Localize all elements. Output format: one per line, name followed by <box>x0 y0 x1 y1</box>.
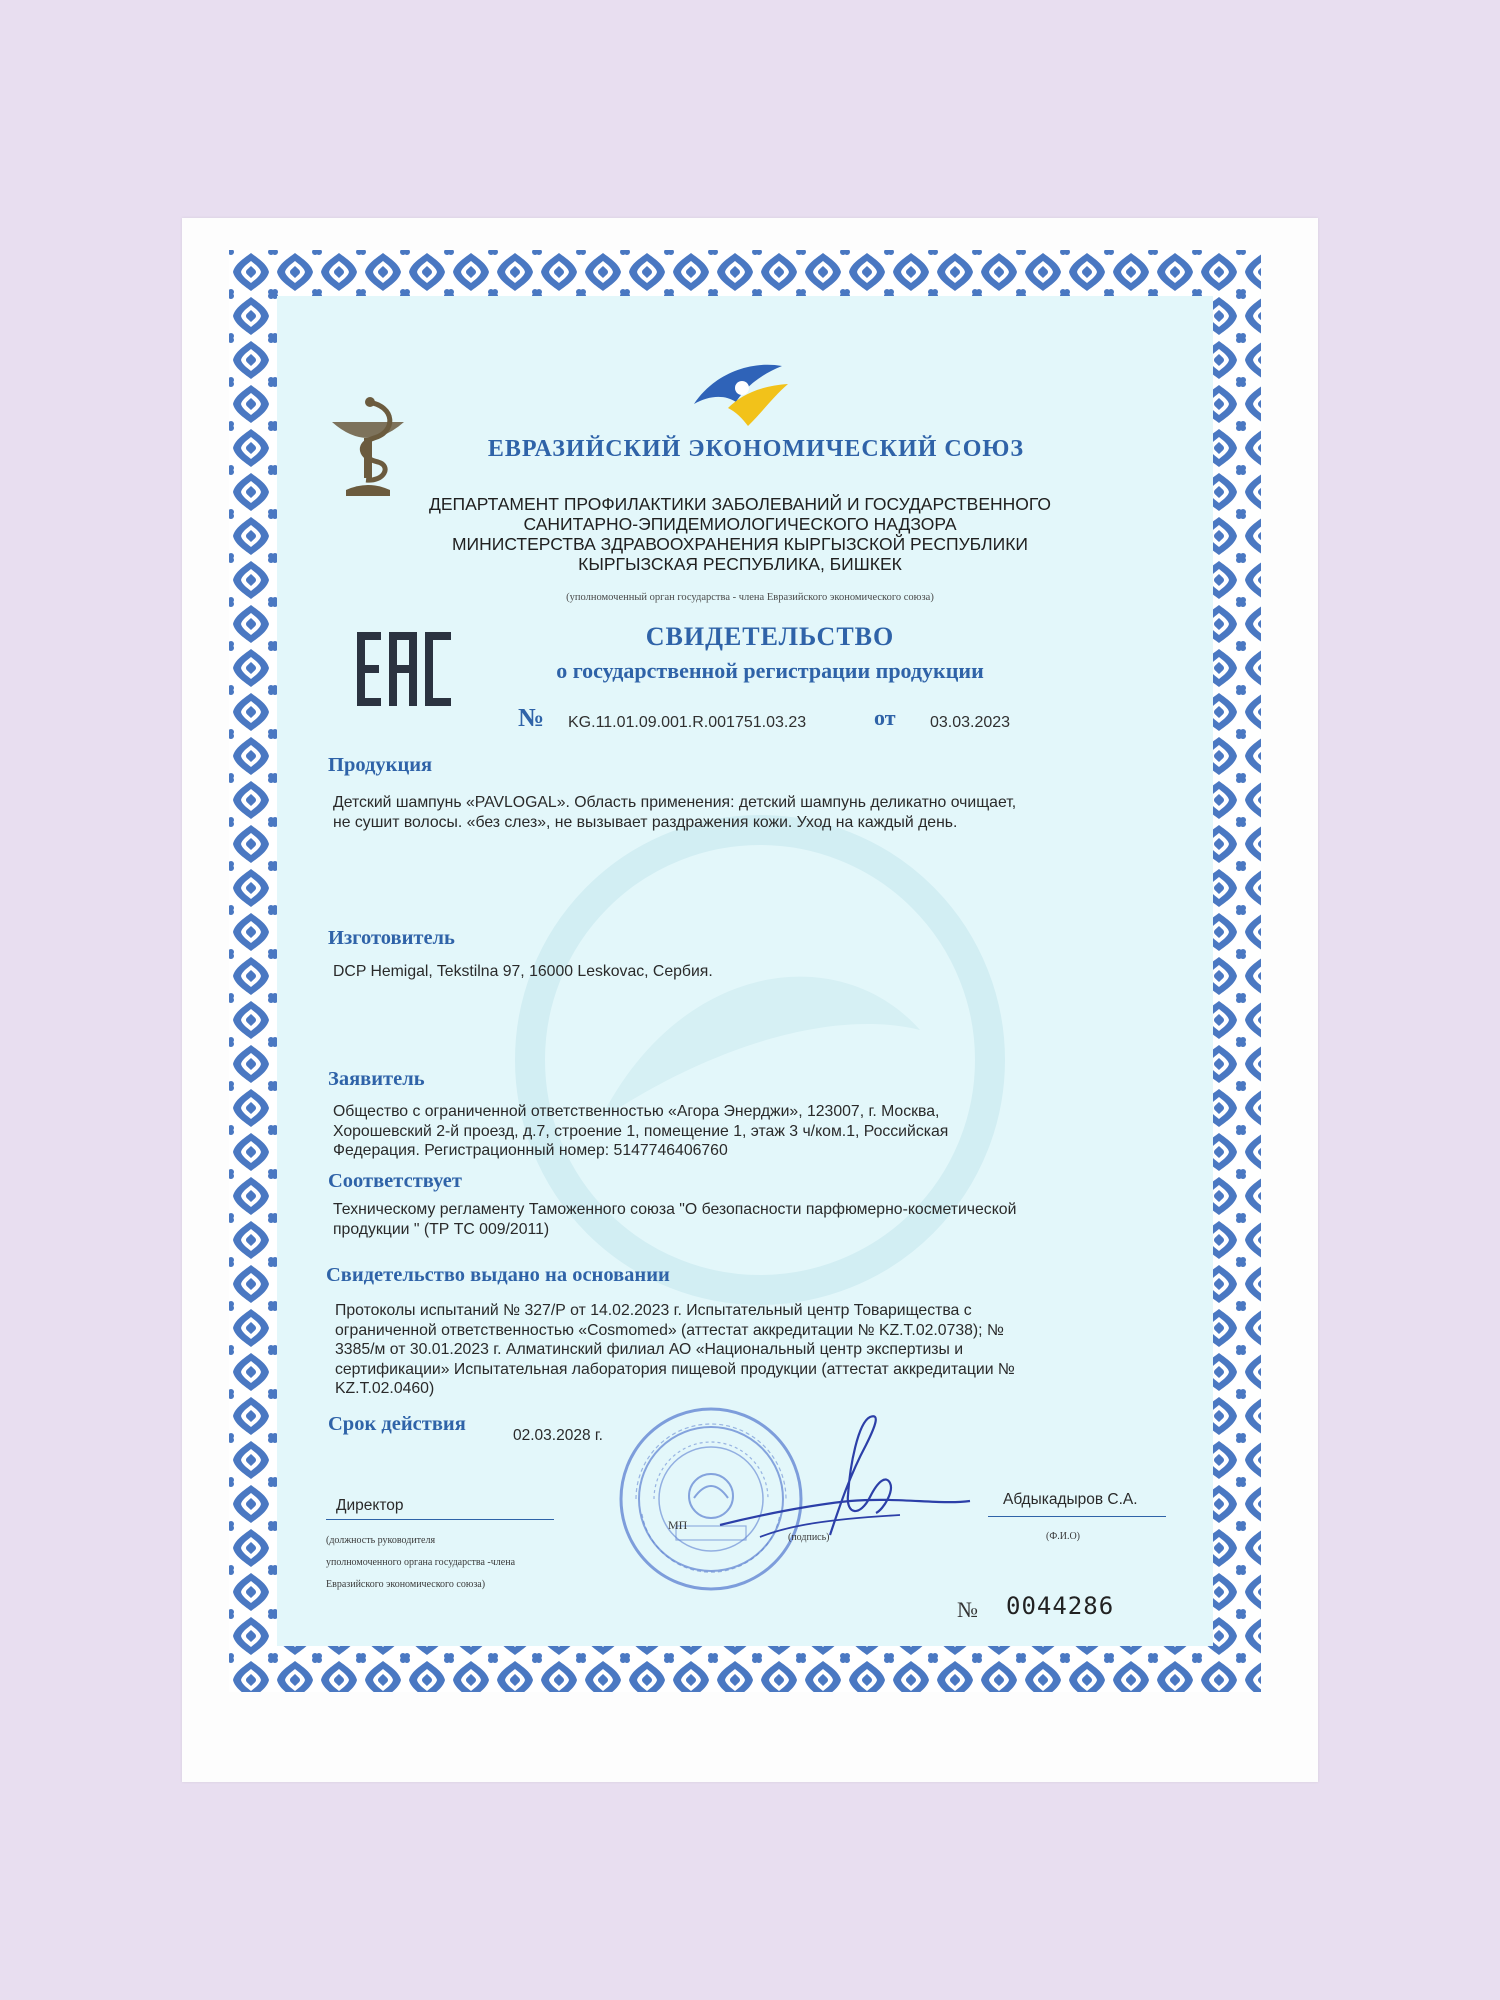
serial-number-sign: № <box>957 1597 978 1622</box>
department-line-1: ДЕПАРТАМЕНТ ПРОФИЛАКТИКИ ЗАБОЛЕВАНИЙ И ГОСУДАРСТВЕННОГО <box>428 494 1052 514</box>
applicant-text <box>333 1102 1153 1161</box>
validity-date: 02.03.2028 г. <box>513 1427 603 1444</box>
basis-line-2: ограниченной ответственностью «Cosmomed» (аттестат аккредитации № KZ.T.02.0738); № <box>335 1321 1004 1339</box>
manufacturer-text <box>333 962 1153 982</box>
product-heading: Продукция <box>328 754 433 776</box>
handwritten-signature <box>700 1405 980 1555</box>
name-note: (Ф.И.О) <box>1046 1531 1081 1542</box>
department-line-3: МИНИСТЕРСТВА ЗДРАВООХРАНЕНИЯ КЫРГЫЗСКОЙ РЕСПУБЛИКИ <box>451 534 1029 554</box>
authority-note: (уполномоченный орган государства - члена Евразийского экономического союза) <box>566 592 934 603</box>
applicant-line-2: Хорошевский 2-й проезд, д.7, строение 1, помещение 1, этаж 3 ч/ком.1, Российская <box>333 1122 949 1140</box>
manufacturer-heading: Изготовитель <box>328 927 455 949</box>
basis-heading: Свидетельство выдано на основании <box>326 1264 670 1286</box>
applicant-line-3: Федерация. Регистрационный номер: 5147746406760 <box>333 1142 728 1159</box>
eac-mark-logo <box>355 630 455 710</box>
basis-text <box>335 1301 1155 1399</box>
conforms-line-1: Техническому регламенту Таможенного союза "О безопасности парфюмерно-косметической <box>333 1201 1017 1218</box>
position-label: Директор <box>336 1497 404 1514</box>
conforms-line-2: продукции " (ТР ТС 009/2011) <box>333 1220 550 1238</box>
basis-line-4: сертификации» Испытательная лаборатория пищевой продукции (аттестат аккредитации № <box>335 1360 1015 1378</box>
certificate-title: СВИДЕТЕЛЬСТВО <box>645 622 895 651</box>
bowl-of-hygieia-icon <box>326 392 410 502</box>
basis-line-3: 3385/м от 30.01.2023 г. Алматинский филиал АО «Национальный центр экспертизы и <box>335 1341 964 1358</box>
applicant-heading: Заявитель <box>328 1068 425 1090</box>
applicant-line-1: Общество с ограниченной ответственностью «Агора Энерджи», 123007, г. Москва, <box>333 1103 940 1120</box>
basis-line-1: Протоколы испытаний № 327/Р от 14.02.2023 г. Испытательный центр Товарищества с <box>335 1302 972 1319</box>
conforms-heading: Соответствует <box>328 1170 462 1192</box>
date-label: от <box>874 705 896 730</box>
product-description <box>333 793 1153 832</box>
watermark-emblem <box>480 780 1040 1340</box>
eaeu-logo-icon <box>688 356 800 432</box>
union-title: ЕВРАЗИЙСКИЙ ЭКОНОМИЧЕСКИЙ СОЮЗ <box>487 436 1025 462</box>
position-note-2: уполномоченного органа государства -члена <box>326 1557 516 1568</box>
registration-date: 03.03.2023 <box>930 714 1011 731</box>
product-line-2: не сушит волосы. «без слез», не вызывает раздражения кожи. Уход на каждый день. <box>333 813 958 831</box>
manufacturer-line-1: DCP Hemigal, Tekstilna 97, 16000 Leskovac, Сербия. <box>333 963 713 980</box>
position-note-1: (должность руководителя <box>326 1535 436 1546</box>
validity-heading: Срок действия <box>328 1413 466 1435</box>
serial-number: 0044286 <box>1006 1592 1115 1620</box>
signature-note: (подпись) <box>788 1532 830 1543</box>
position-note-3: Евразийского экономического союза) <box>326 1579 486 1590</box>
stamp-mark-label: МП <box>668 1518 688 1532</box>
certificate-subtitle: о государственной регистрации продукции <box>556 658 984 683</box>
basis-line-5: KZ.T.02.0460) <box>335 1380 435 1397</box>
conforms-text <box>333 1200 1153 1239</box>
name-underline <box>988 1516 1166 1517</box>
number-sign: № <box>518 703 545 732</box>
position-underline <box>326 1519 554 1520</box>
department-line-4: КЫРГЫЗСКАЯ РЕСПУБЛИКА, БИШКЕК <box>578 554 902 574</box>
department-line-2: САНИТАРНО-ЭПИДЕМИОЛОГИЧЕСКОГО НАДЗОРА <box>523 514 957 534</box>
signatory-name: Абдыкадыров С.А. <box>1003 1491 1138 1508</box>
product-line-1: Детский шампунь «PAVLOGAL». Область применения: детский шампунь деликатно очищает, <box>333 794 1017 811</box>
registration-number: KG.11.01.09.001.R.001751.03.23 <box>568 714 807 731</box>
